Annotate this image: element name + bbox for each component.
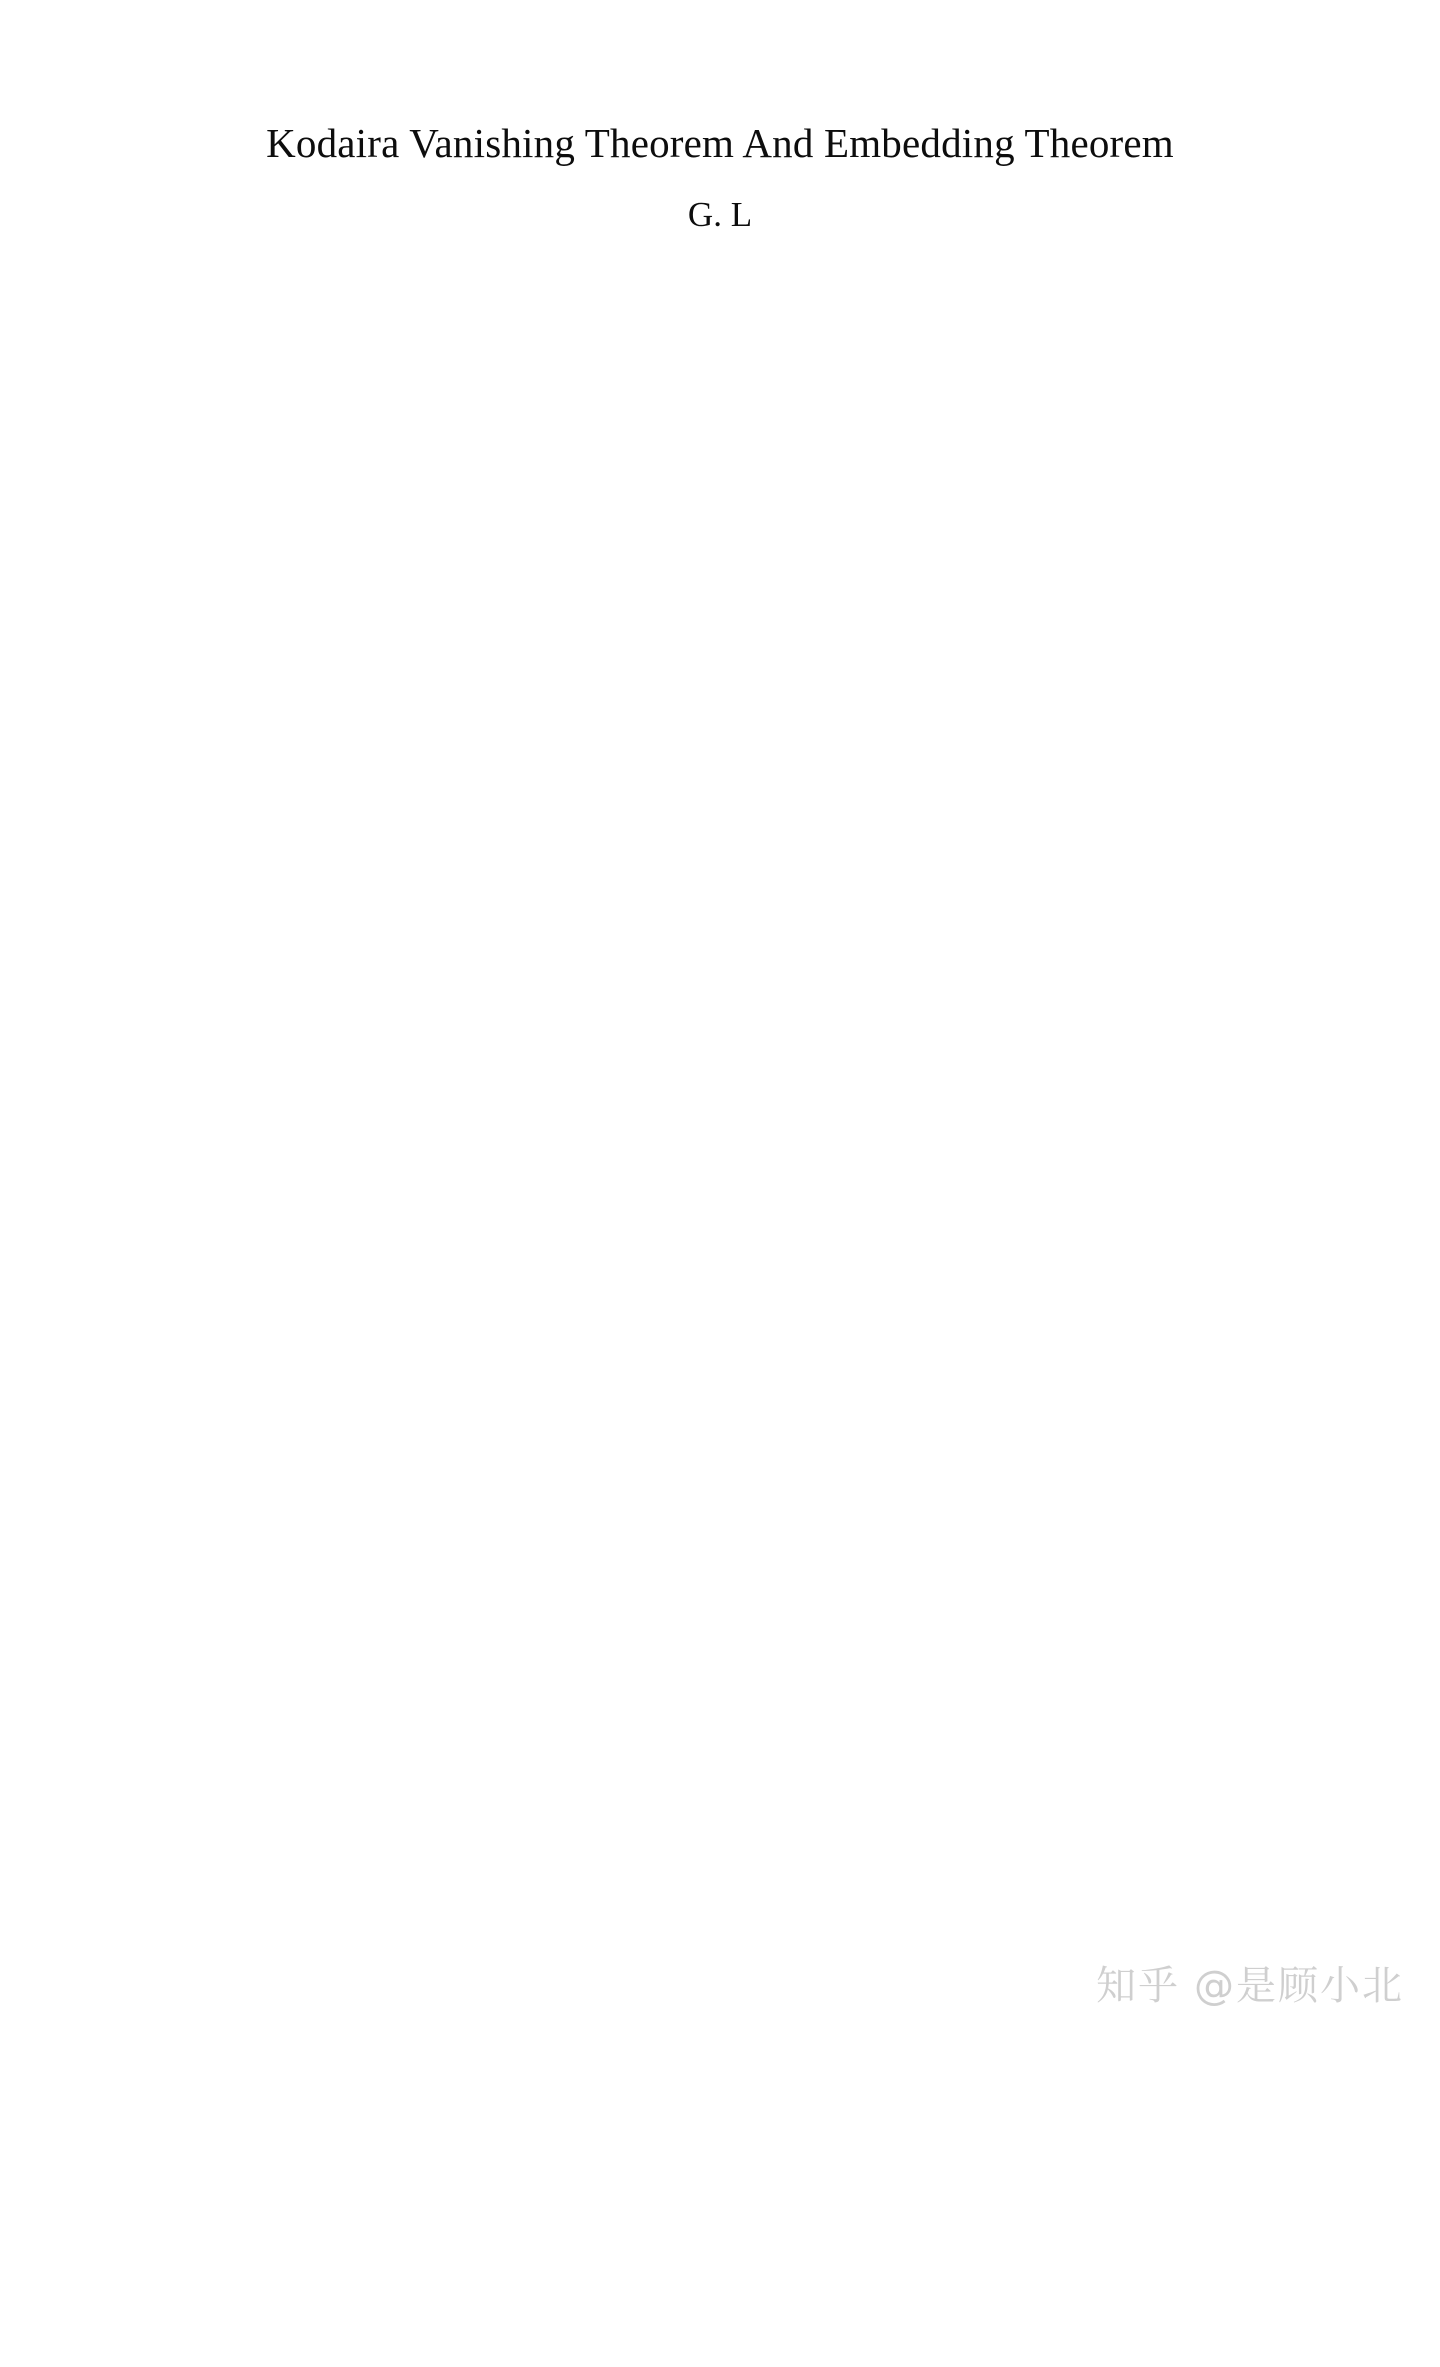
watermark-handle: @是顾小北	[1194, 1963, 1404, 2009]
table-of-contents	[178, 396, 1323, 1362]
watermark	[1096, 1954, 1404, 2011]
toc-entry-page-number	[178, 330, 1440, 2367]
zhihu-logo: 知乎	[1096, 1963, 1180, 2009]
author-name: G. L	[687, 195, 753, 235]
page-title: Kodaira Vanishing Theorem And Embedding Theorem	[266, 120, 1174, 166]
toc-entry[interactable]	[178, 1330, 1323, 1362]
contents-section	[178, 330, 1323, 1364]
title-block	[0, 118, 1440, 236]
